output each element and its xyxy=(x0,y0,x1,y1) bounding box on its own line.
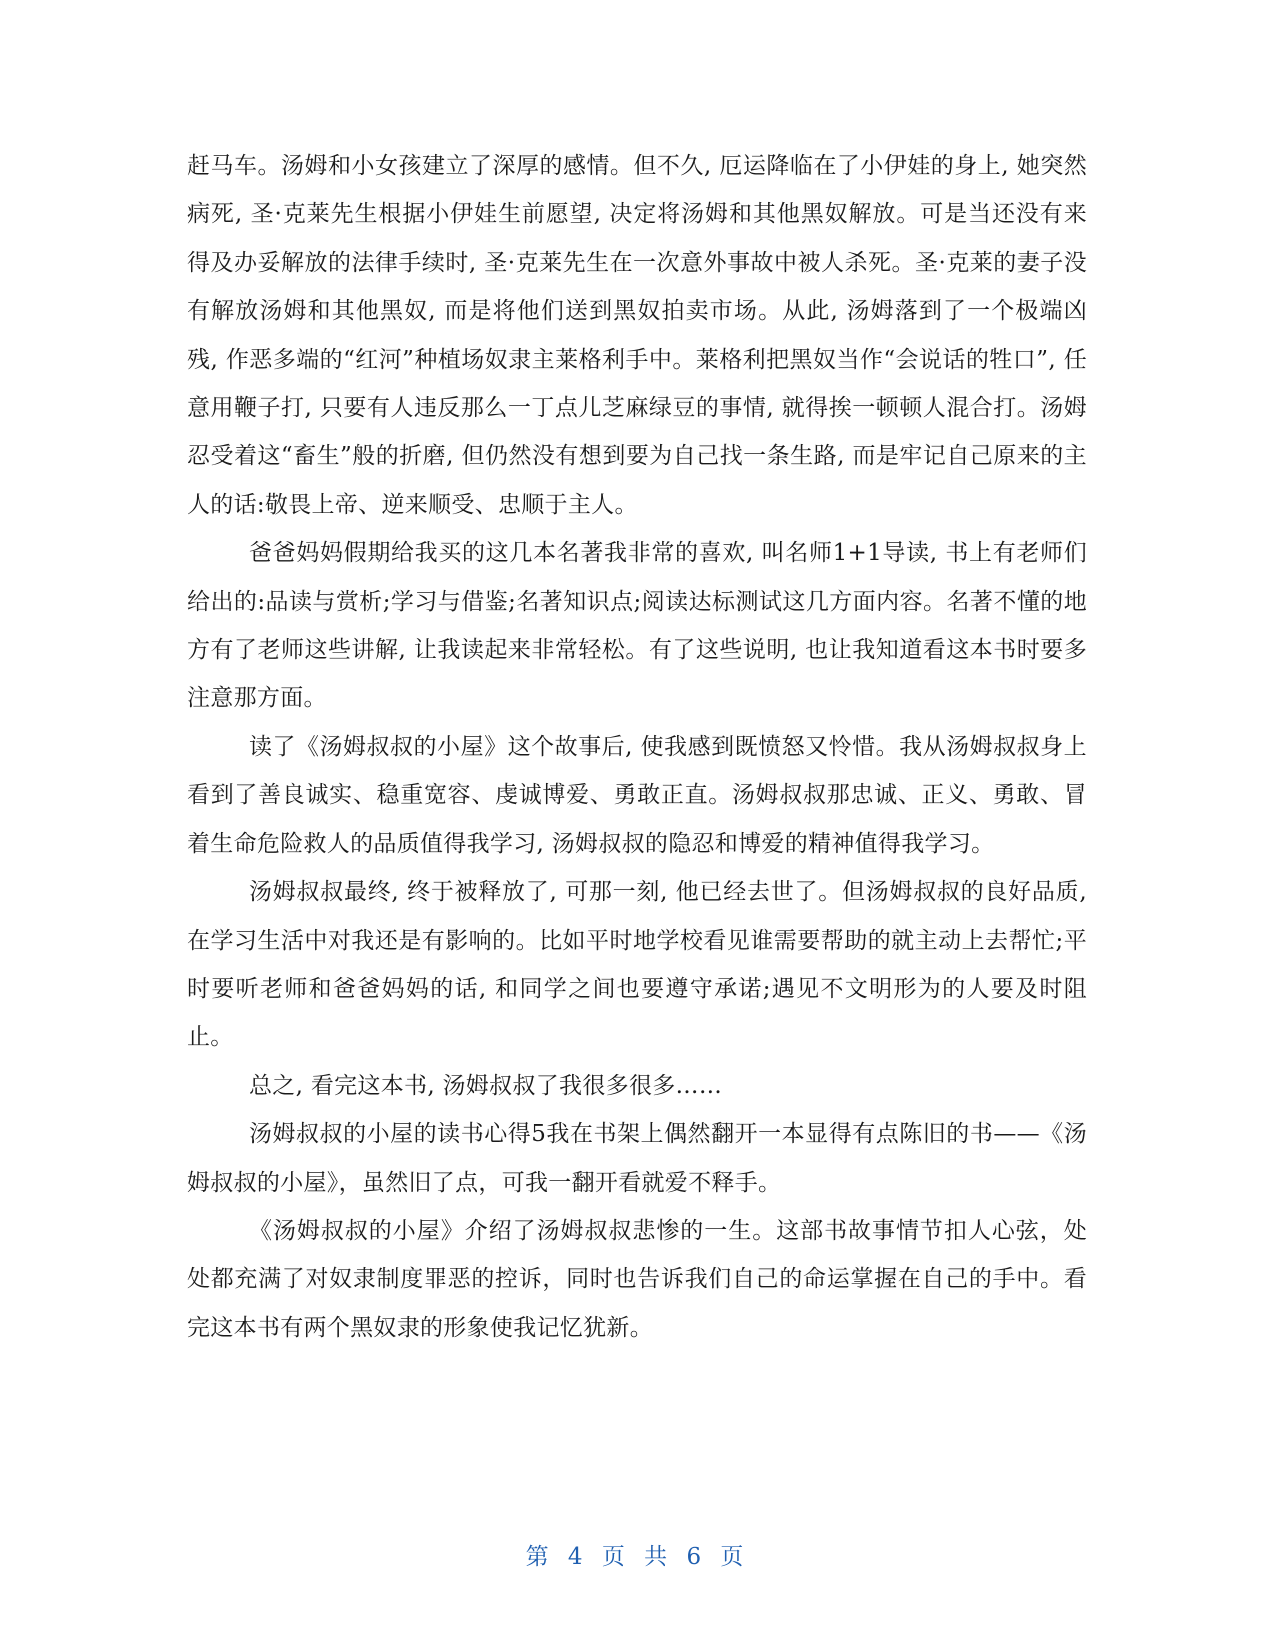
page-number-footer: 第 4 页 共 6 页 xyxy=(525,1544,750,1570)
paragraph: 赶马车。汤姆和小女孩建立了深厚的感情。但不久, 厄运降临在了小伊娃的身上, 她突然病死, 圣·克莱先生根据小伊娃生前愿望, 决定将汤姆和其他黑奴解放。可是当还没有来得及办妥解放的法律手续时, 圣·克莱先生在一次意外事故中被人杀死。圣·克莱的妻子没有解放汤姆和其他黑奴, 而是将他们送到黑奴拍卖市场。从此, 汤姆落到了一个极端凶残, 作恶多端的“红河”种植场奴隶主莱格利手中。莱格利把黑奴当作“会说话的牲口”, 任意用鞭子打, 只要有人违反那么一丁点儿芝麻绿豆的事情, 就得挨一顿顿人混合打。汤姆忍受着这“畜生”般的折磨, 但仍然没有想到要为自己找一条生路, 而是牢记自己原来的主人的话:敬畏上帝、逆来顺受、忠顺于主人。 xyxy=(187,153,1087,518)
paragraph: 总之, 看完这本书, 汤姆叔叔了我很多很多…… xyxy=(249,1072,723,1099)
paragraph: 《汤姆叔叔的小屋》介绍了汤姆叔叔悲惨的一生。这部书故事情节扣人心弦，处处都充满了对奴隶制度罪恶的控诉，同时也告诉我们自己的命运掌握在自己的手中。看完这本书有两个黑奴隶的形象使我记忆犹新。 xyxy=(187,1217,1087,1341)
paragraph: 爸爸妈妈假期给我买的这几本名著我非常的喜欢, 叫名师1+1导读, 书上有老师们给出的:品读与赏析;学习与借鉴;名著知识点;阅读达标测试这几方面内容。名著不懂的地方有了老师这些讲解, 让我读起来非常轻松。有了这些说明, 也让我知道看这本书时要多注意那方面。 xyxy=(187,540,1087,712)
paragraph: 读了《汤姆叔叔的小屋》这个故事后, 使我感到既愤怒又怜惜。我从汤姆叔叔身上看到了善良诚实、稳重宽容、虔诚博爱、勇敢正直。汤姆叔叔那忠诚、正义、勇敢、冒着生命危险救人的品质值得我学习, 汤姆叔叔的隐忍和博爱的精神值得我学习。 xyxy=(187,733,1087,857)
document-body xyxy=(187,142,1087,1352)
paragraph: 汤姆叔叔最终, 终于被释放了, 可那一刻, 他已经去世了。但汤姆叔叔的良好品质, 在学习生活中对我还是有影响的。比如平时地学校看见谁需要帮助的就主动上去帮忙;平时要听老师和爸爸妈妈的话, 和同学之间也要遵守承诺;遇见不文明形为的人要及时阻止。 xyxy=(187,879,1087,1051)
paragraph: 汤姆叔叔的小屋的读书心得5我在书架上偶然翻开一本显得有点陈旧的书——《汤姆叔叔的小屋》，虽然旧了点，可我一翻开看就爱不释手。 xyxy=(187,1121,1087,1196)
